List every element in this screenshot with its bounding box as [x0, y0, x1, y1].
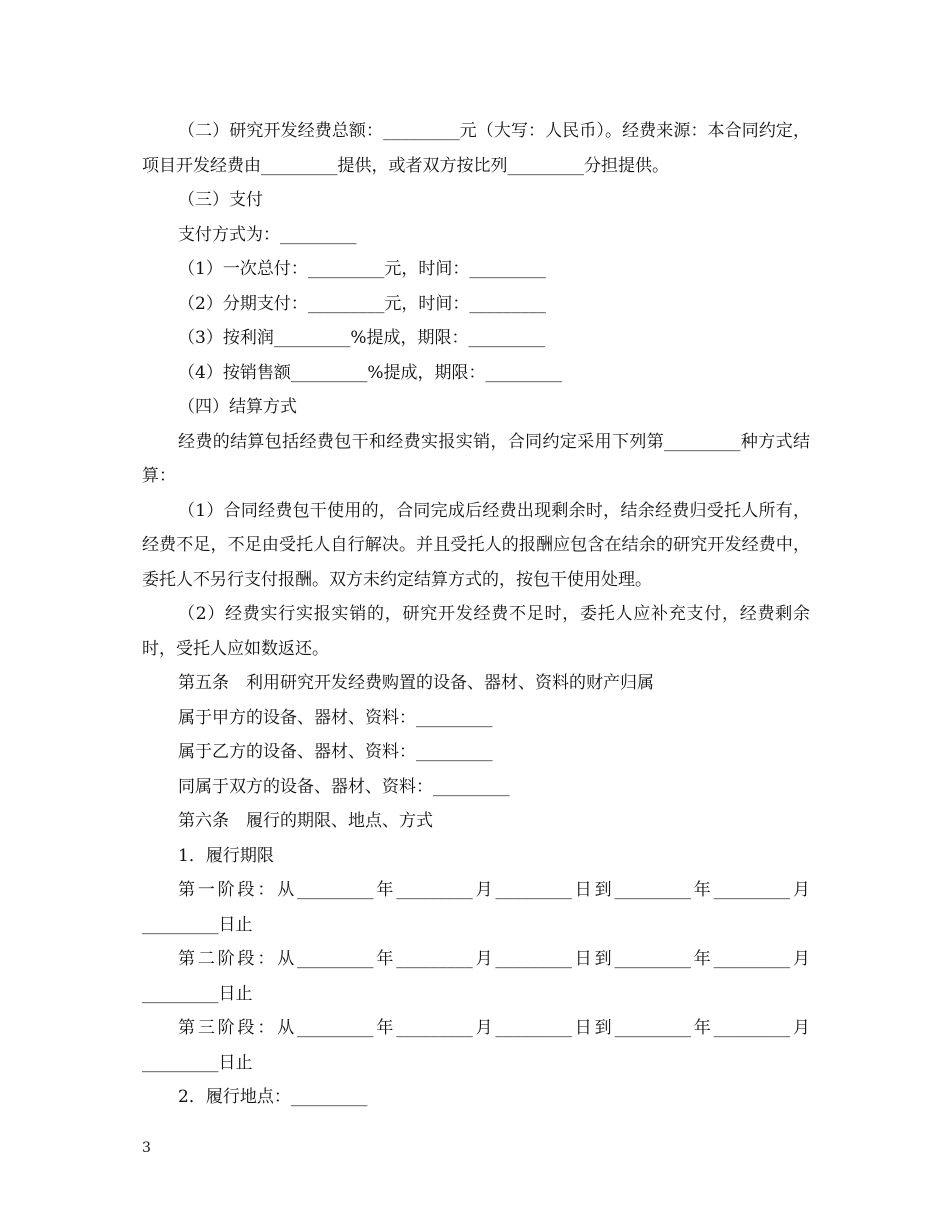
property-party-b: 属于乙方的设备、器材、资料：_________: [178, 742, 493, 762]
heading-article-5: 第五条 利用研究开发经费购置的设备、器材、资料的财产归属: [178, 673, 654, 693]
page-number: 3: [142, 1140, 151, 1156]
paragraph-funding-total: （二）研究开发经费总额：_________元（大写：人民币）。经费来源：本合同约定，项目开发经费由_________提供，或者双方按比列_________分担提供。: [142, 121, 810, 176]
document-body: [142, 114, 810, 1115]
heading-settlement: （四）结算方式: [178, 397, 297, 417]
payment-option-installment: （2）分期支付：_________元，时间：_________: [178, 293, 546, 314]
heading-performance-period: 1．履行期限: [178, 845, 274, 866]
paragraph-settlement: 经费的结算包括经费包干和经费实报实销，合同约定采用下列第_________种方式结算：: [142, 431, 810, 486]
property-both-parties: 同属于双方的设备、器材、资料：_________: [178, 776, 510, 797]
property-party-a: 属于甲方的设备、器材、资料：_________: [178, 707, 493, 728]
payment-option-lump-sum: （1）一次总付：_________元，时间：_________: [178, 259, 546, 279]
heading-payment: （三）支付: [178, 190, 263, 210]
stage-one: 第一阶段：从_________年_________月_________日到_________年_________月_________日止: [142, 880, 810, 935]
stage-three: 第三阶段：从_________年_________月_________日到_________年_________月_________日止: [142, 1018, 810, 1073]
paragraph-payment-method: 支付方式为：_________: [178, 224, 357, 245]
heading-article-6: 第六条 履行的期限、地点、方式: [178, 811, 433, 831]
performance-location: 2．履行地点：_________: [178, 1087, 368, 1107]
stage-two: 第二阶段：从_________年_________月_________日到_________年_________月_________日止: [142, 949, 810, 1004]
payment-option-profit-share: （3）按利润_________%提成，期限：_________: [178, 328, 545, 348]
payment-option-sales-share: （4）按销售额_________%提成，期限：_________: [178, 362, 562, 383]
paragraph-settlement-actual: （2）经费实行实报实销的，研究开发经费不足时，委托人应补充支付，经费剩余时，受托人应如数返还。: [142, 604, 810, 659]
paragraph-settlement-lump: （1）合同经费包干使用的，合同完成后经费出现剩余时，结余经费归受托人所有，经费不足，不足由受托人自行解决。并且受托人的报酬应包含在结余的研究开发经费中，委托人不另行支付报酬。双方未约定结算方式的，按包干使用处理。: [142, 500, 810, 590]
